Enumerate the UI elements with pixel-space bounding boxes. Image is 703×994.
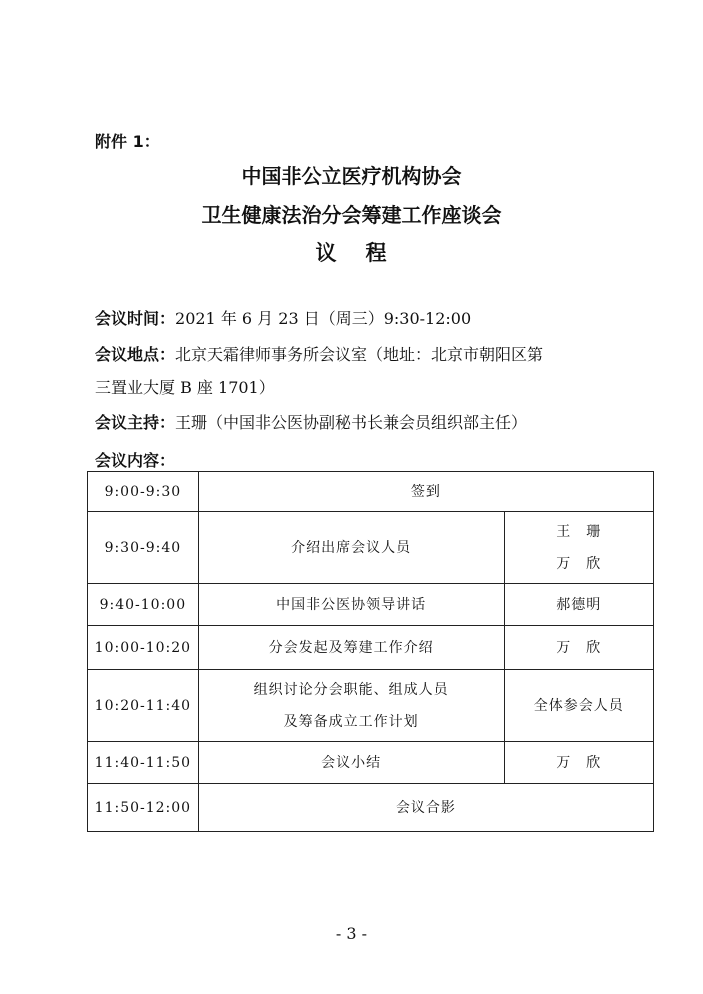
agenda-time-cell: 9:00-9:30	[88, 472, 199, 512]
agenda-topic-line: 组织讨论分会职能、组成人员	[253, 681, 449, 698]
table-row	[88, 472, 654, 512]
meeting-host-label: 会议主持：	[95, 413, 176, 432]
agenda-topic-line: 分会发起及筹建工作介绍	[268, 639, 434, 656]
agenda-topic-cell	[198, 626, 504, 670]
agenda-speaker-line: 王 珊	[556, 523, 602, 540]
table-row	[88, 742, 654, 784]
meeting-location	[95, 342, 543, 365]
agenda-topic-cell	[198, 472, 653, 512]
document-title-agenda	[0, 237, 703, 267]
meeting-time-value: 2021 年 6 月 23 日（周三）9:30-12:00	[175, 309, 472, 328]
agenda-speaker-cell	[504, 742, 653, 784]
agenda-title-char-1: 议	[315, 241, 338, 265]
agenda-speaker-line: 万 欣	[556, 639, 602, 656]
agenda-time-cell: 10:00-10:20	[88, 626, 199, 670]
meeting-host-value: 王珊（中国非公医协副秘书长兼会员组织部主任）	[175, 413, 528, 432]
agenda-speaker-cell	[504, 670, 653, 742]
agenda-speaker-cell	[504, 626, 653, 670]
agenda-title-char-2: 程	[365, 241, 388, 265]
meeting-host	[95, 410, 527, 433]
agenda-time-cell: 9:40-10:00	[88, 584, 199, 626]
agenda-time-cell: 10:20-11:40	[88, 670, 199, 742]
agenda-topic-line: 会议合影	[395, 799, 456, 816]
agenda-topic-cell	[198, 584, 504, 626]
agenda-speaker-line: 郝德明	[556, 596, 602, 613]
agenda-table-body	[88, 472, 654, 832]
agenda-speaker-cell	[504, 584, 653, 626]
agenda-time-cell: 11:40-11:50	[88, 742, 199, 784]
document-title-line1: 中国非公立医疗机构协会	[241, 164, 462, 188]
agenda-topic-line: 及筹备成立工作计划	[283, 713, 419, 730]
meeting-time-label: 会议时间：	[95, 309, 176, 328]
agenda-topic-line: 介绍出席会议人员	[291, 539, 412, 556]
meeting-location-value-line1: 北京天霜律师事务所会议室（地址：北京市朝阳区第	[175, 345, 544, 364]
meeting-content-label: 会议内容：	[95, 451, 176, 470]
meeting-content	[95, 448, 175, 471]
agenda-topic-cell	[198, 784, 653, 832]
table-row	[88, 784, 654, 832]
agenda-topic-line: 中国非公医协领导讲话	[276, 596, 427, 613]
meeting-time	[95, 306, 471, 329]
table-row	[88, 626, 654, 670]
agenda-time-cell: 9:30-9:40	[88, 512, 199, 584]
agenda-topic-line: 签到	[410, 483, 441, 500]
agenda-speaker-line: 万 欣	[556, 555, 602, 572]
meeting-location-continued	[95, 375, 275, 398]
page-number: - 3 -	[335, 924, 368, 943]
agenda-topic-cell	[198, 670, 504, 742]
document-title-line2: 卫生健康法治分会筹建工作座谈会	[201, 203, 502, 227]
agenda-time-cell: 11:50-12:00	[88, 784, 199, 832]
agenda-speaker-cell	[504, 512, 653, 584]
meeting-location-label: 会议地点：	[95, 345, 176, 364]
agenda-speaker-line: 万 欣	[556, 754, 602, 771]
attachment-label: 附件 1：	[95, 132, 160, 151]
agenda-topic-cell	[198, 742, 504, 784]
table-row	[88, 512, 654, 584]
agenda-table	[87, 471, 654, 832]
agenda-topic-line: 会议小结	[321, 754, 382, 771]
meeting-location-value-line2: 三置业大厦 B 座 1701）	[95, 378, 275, 397]
agenda-topic-cell	[198, 512, 504, 584]
agenda-speaker-line: 全体参会人员	[533, 697, 624, 714]
table-row	[88, 670, 654, 742]
table-row	[88, 584, 654, 626]
